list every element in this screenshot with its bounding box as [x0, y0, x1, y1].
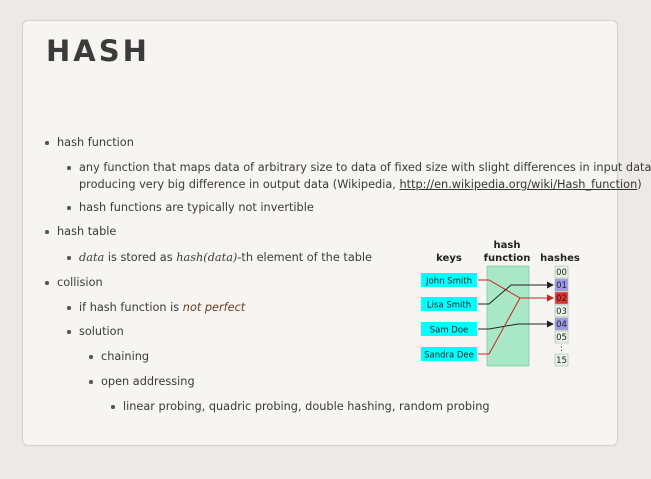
not-perfect-term: not perfect: [182, 301, 246, 314]
slide-title: HASH: [46, 34, 150, 68]
hash-slot-label: 15: [556, 356, 567, 366]
bullet-not-invertible: hash functions are typically not invertible: [79, 201, 314, 214]
hashes-header: hashes: [540, 253, 580, 264]
key-label: John Smith: [426, 276, 472, 287]
if-hash-text: if hash function is: [79, 301, 183, 314]
hash-ellipsis: :: [559, 344, 564, 354]
hash-slot-label: 03: [556, 307, 567, 317]
hf-definition-text: producing very big difference in output data (Wikipedia,: [79, 178, 400, 191]
bullet-hf-definition-line1: any function that maps data of arbitrary size to data of fixed size with slight differences in input data: [79, 161, 651, 174]
hash-function-header-line1: hash: [493, 240, 521, 251]
bullet-hash-function: hash function: [57, 136, 134, 149]
element-text: -th element of the table: [237, 251, 372, 264]
hash-slot-label: 01: [556, 281, 567, 291]
bullet-collision: collision: [57, 276, 103, 289]
bullet-open-addressing: open addressing: [101, 375, 195, 388]
data-term: data: [79, 251, 105, 264]
hash-function-header-line2: function: [483, 253, 531, 264]
bullet-solution: solution: [79, 325, 124, 338]
bullet-hash-table: hash table: [57, 225, 117, 238]
key-label: Lisa Smith: [426, 300, 472, 311]
hash-slot-label: 00: [556, 268, 567, 278]
key-label: Sam Doe: [429, 325, 469, 336]
bullet-probing-methods: linear probing, quadric probing, double hashing, random probing: [123, 400, 490, 413]
hash-slot-label: 04: [556, 320, 567, 330]
wikipedia-link[interactable]: http://en.wikipedia.org/wiki/Hash_function: [399, 178, 638, 191]
key-label: Sandra Dee: [424, 350, 474, 361]
hash-data-term: hash(data): [176, 251, 238, 264]
hash-slot-label: 02: [556, 294, 567, 304]
hash-function-box: [487, 266, 529, 366]
hf-definition-close: ): [637, 178, 642, 191]
stored-as-text: is stored as: [104, 251, 177, 264]
bullet-chaining: chaining: [101, 350, 150, 363]
hash-slot-label: 05: [556, 333, 567, 343]
keys-header: keys: [436, 253, 462, 264]
